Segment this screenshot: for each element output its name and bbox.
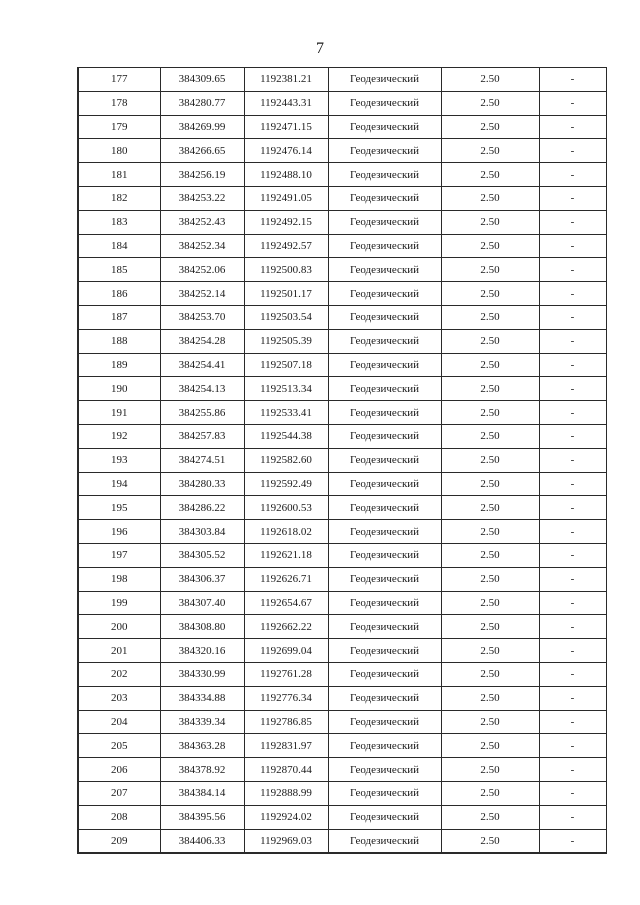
point-number-cell: 184 [78,234,160,258]
y-coordinate-cell: 1192500.83 [244,258,328,282]
x-coordinate-cell: 384255.86 [160,401,244,425]
x-coordinate-cell: 384252.43 [160,210,244,234]
x-coordinate-cell: 384252.34 [160,234,244,258]
accuracy-cell: 2.50 [441,424,539,448]
point-number-cell: 187 [78,305,160,329]
y-coordinate-cell: 1192544.38 [244,424,328,448]
x-coordinate-cell: 384266.65 [160,139,244,163]
note-cell: - [539,258,606,282]
table-row [78,305,606,329]
accuracy-cell: 2.50 [441,258,539,282]
table-row [78,68,606,92]
accuracy-cell: 2.50 [441,639,539,663]
y-coordinate-cell: 1192582.60 [244,448,328,472]
x-coordinate-cell: 384307.40 [160,591,244,615]
y-coordinate-cell: 1192492.57 [244,234,328,258]
point-number-cell: 195 [78,496,160,520]
accuracy-cell: 2.50 [441,615,539,639]
method-cell: Геодезический [328,734,441,758]
y-coordinate-cell: 1192654.67 [244,591,328,615]
table-row [78,377,606,401]
x-coordinate-cell: 384253.70 [160,305,244,329]
table-row [78,710,606,734]
point-number-cell: 185 [78,258,160,282]
table-row [78,472,606,496]
accuracy-cell: 2.50 [441,591,539,615]
method-cell: Геодезический [328,139,441,163]
table-row [78,615,606,639]
note-cell: - [539,662,606,686]
y-coordinate-cell: 1192533.41 [244,401,328,425]
accuracy-cell: 2.50 [441,353,539,377]
method-cell: Геодезический [328,424,441,448]
point-number-cell: 204 [78,710,160,734]
coordinates-table [77,67,607,854]
y-coordinate-cell: 1192888.99 [244,781,328,805]
point-number-cell: 189 [78,353,160,377]
method-cell: Геодезический [328,615,441,639]
accuracy-cell: 2.50 [441,163,539,187]
x-coordinate-cell: 384384.14 [160,781,244,805]
point-number-cell: 181 [78,163,160,187]
y-coordinate-cell: 1192761.28 [244,662,328,686]
note-cell: - [539,520,606,544]
accuracy-cell: 2.50 [441,305,539,329]
note-cell: - [539,567,606,591]
method-cell: Геодезический [328,496,441,520]
note-cell: - [539,448,606,472]
x-coordinate-cell: 384334.88 [160,686,244,710]
accuracy-cell: 2.50 [441,282,539,306]
note-cell: - [539,472,606,496]
table-row [78,115,606,139]
method-cell: Геодезический [328,591,441,615]
table-row [78,686,606,710]
x-coordinate-cell: 384363.28 [160,734,244,758]
method-cell: Геодезический [328,472,441,496]
method-cell: Геодезический [328,758,441,782]
table-row [78,567,606,591]
method-cell: Геодезический [328,68,441,92]
note-cell: - [539,710,606,734]
table-row [78,186,606,210]
point-number-cell: 183 [78,210,160,234]
method-cell: Геодезический [328,258,441,282]
x-coordinate-cell: 384309.65 [160,68,244,92]
y-coordinate-cell: 1192471.15 [244,115,328,139]
point-number-cell: 177 [78,68,160,92]
accuracy-cell: 2.50 [441,401,539,425]
y-coordinate-cell: 1192662.22 [244,615,328,639]
table-row [78,496,606,520]
point-number-cell: 207 [78,781,160,805]
x-coordinate-cell: 384257.83 [160,424,244,448]
note-cell: - [539,734,606,758]
table-row [78,163,606,187]
note-cell: - [539,234,606,258]
table-row [78,282,606,306]
point-number-cell: 203 [78,686,160,710]
note-cell: - [539,639,606,663]
accuracy-cell: 2.50 [441,472,539,496]
note-cell: - [539,615,606,639]
x-coordinate-cell: 384254.13 [160,377,244,401]
accuracy-cell: 2.50 [441,829,539,853]
point-number-cell: 199 [78,591,160,615]
x-coordinate-cell: 384320.16 [160,639,244,663]
x-coordinate-cell: 384339.34 [160,710,244,734]
point-number-cell: 208 [78,805,160,829]
table-row [78,448,606,472]
note-cell: - [539,424,606,448]
x-coordinate-cell: 384274.51 [160,448,244,472]
x-coordinate-cell: 384252.14 [160,282,244,306]
table-row [78,805,606,829]
note-cell: - [539,353,606,377]
point-number-cell: 197 [78,543,160,567]
table-row [78,353,606,377]
note-cell: - [539,163,606,187]
method-cell: Геодезический [328,710,441,734]
method-cell: Геодезический [328,282,441,306]
table-row [78,829,606,853]
x-coordinate-cell: 384280.77 [160,91,244,115]
accuracy-cell: 2.50 [441,567,539,591]
y-coordinate-cell: 1192924.02 [244,805,328,829]
method-cell: Геодезический [328,210,441,234]
x-coordinate-cell: 384303.84 [160,520,244,544]
point-number-cell: 186 [78,282,160,306]
x-coordinate-cell: 384280.33 [160,472,244,496]
point-number-cell: 200 [78,615,160,639]
y-coordinate-cell: 1192476.14 [244,139,328,163]
y-coordinate-cell: 1192513.34 [244,377,328,401]
method-cell: Геодезический [328,805,441,829]
note-cell: - [539,781,606,805]
point-number-cell: 180 [78,139,160,163]
method-cell: Геодезический [328,353,441,377]
accuracy-cell: 2.50 [441,520,539,544]
table-row [78,91,606,115]
note-cell: - [539,805,606,829]
method-cell: Геодезический [328,377,441,401]
x-coordinate-cell: 384378.92 [160,758,244,782]
table-row [78,139,606,163]
method-cell: Геодезический [328,686,441,710]
accuracy-cell: 2.50 [441,758,539,782]
table-row [78,639,606,663]
note-cell: - [539,329,606,353]
point-number-cell: 201 [78,639,160,663]
accuracy-cell: 2.50 [441,448,539,472]
table-row [78,734,606,758]
accuracy-cell: 2.50 [441,805,539,829]
note-cell: - [539,829,606,853]
method-cell: Геодезический [328,567,441,591]
point-number-cell: 205 [78,734,160,758]
table-row [78,258,606,282]
y-coordinate-cell: 1192969.03 [244,829,328,853]
x-coordinate-cell: 384306.37 [160,567,244,591]
method-cell: Геодезический [328,115,441,139]
note-cell: - [539,496,606,520]
y-coordinate-cell: 1192621.18 [244,543,328,567]
y-coordinate-cell: 1192776.34 [244,686,328,710]
method-cell: Геодезический [328,781,441,805]
note-cell: - [539,68,606,92]
y-coordinate-cell: 1192592.49 [244,472,328,496]
x-coordinate-cell: 384252.06 [160,258,244,282]
accuracy-cell: 2.50 [441,329,539,353]
point-number-cell: 190 [78,377,160,401]
table-body [78,68,606,854]
table-row [78,543,606,567]
table-row [78,234,606,258]
accuracy-cell: 2.50 [441,115,539,139]
method-cell: Геодезический [328,662,441,686]
accuracy-cell: 2.50 [441,186,539,210]
y-coordinate-cell: 1192618.02 [244,520,328,544]
point-number-cell: 196 [78,520,160,544]
method-cell: Геодезический [328,520,441,544]
x-coordinate-cell: 384308.80 [160,615,244,639]
accuracy-cell: 2.50 [441,496,539,520]
method-cell: Геодезический [328,234,441,258]
note-cell: - [539,115,606,139]
y-coordinate-cell: 1192491.05 [244,186,328,210]
x-coordinate-cell: 384330.99 [160,662,244,686]
method-cell: Геодезический [328,401,441,425]
table-row [78,758,606,782]
note-cell: - [539,543,606,567]
point-number-cell: 194 [78,472,160,496]
page-number: 7 [316,40,324,57]
x-coordinate-cell: 384305.52 [160,543,244,567]
table-row [78,662,606,686]
y-coordinate-cell: 1192503.54 [244,305,328,329]
accuracy-cell: 2.50 [441,68,539,92]
y-coordinate-cell: 1192831.97 [244,734,328,758]
method-cell: Геодезический [328,91,441,115]
note-cell: - [539,686,606,710]
accuracy-cell: 2.50 [441,781,539,805]
y-coordinate-cell: 1192492.15 [244,210,328,234]
table-row [78,520,606,544]
y-coordinate-cell: 1192600.53 [244,496,328,520]
y-coordinate-cell: 1192443.31 [244,91,328,115]
note-cell: - [539,186,606,210]
accuracy-cell: 2.50 [441,710,539,734]
accuracy-cell: 2.50 [441,686,539,710]
method-cell: Геодезический [328,305,441,329]
x-coordinate-cell: 384253.22 [160,186,244,210]
table-row [78,329,606,353]
table-row [78,591,606,615]
method-cell: Геодезический [328,829,441,853]
table-row [78,401,606,425]
table-row [78,210,606,234]
point-number-cell: 191 [78,401,160,425]
note-cell: - [539,91,606,115]
note-cell: - [539,758,606,782]
point-number-cell: 209 [78,829,160,853]
accuracy-cell: 2.50 [441,139,539,163]
method-cell: Геодезический [328,448,441,472]
accuracy-cell: 2.50 [441,543,539,567]
y-coordinate-cell: 1192699.04 [244,639,328,663]
note-cell: - [539,377,606,401]
accuracy-cell: 2.50 [441,234,539,258]
note-cell: - [539,282,606,306]
point-number-cell: 193 [78,448,160,472]
x-coordinate-cell: 384254.41 [160,353,244,377]
note-cell: - [539,591,606,615]
x-coordinate-cell: 384395.56 [160,805,244,829]
method-cell: Геодезический [328,329,441,353]
y-coordinate-cell: 1192786.85 [244,710,328,734]
point-number-cell: 178 [78,91,160,115]
note-cell: - [539,401,606,425]
point-number-cell: 202 [78,662,160,686]
method-cell: Геодезический [328,543,441,567]
note-cell: - [539,139,606,163]
point-number-cell: 188 [78,329,160,353]
x-coordinate-cell: 384254.28 [160,329,244,353]
method-cell: Геодезический [328,186,441,210]
point-number-cell: 198 [78,567,160,591]
note-cell: - [539,305,606,329]
accuracy-cell: 2.50 [441,210,539,234]
note-cell: - [539,210,606,234]
x-coordinate-cell: 384256.19 [160,163,244,187]
x-coordinate-cell: 384286.22 [160,496,244,520]
method-cell: Геодезический [328,639,441,663]
point-number-cell: 192 [78,424,160,448]
point-number-cell: 182 [78,186,160,210]
method-cell: Геодезический [328,163,441,187]
point-number-cell: 206 [78,758,160,782]
y-coordinate-cell: 1192505.39 [244,329,328,353]
table-row [78,424,606,448]
accuracy-cell: 2.50 [441,91,539,115]
accuracy-cell: 2.50 [441,734,539,758]
point-number-cell: 179 [78,115,160,139]
y-coordinate-cell: 1192381.21 [244,68,328,92]
table-row [78,781,606,805]
accuracy-cell: 2.50 [441,377,539,401]
x-coordinate-cell: 384406.33 [160,829,244,853]
y-coordinate-cell: 1192501.17 [244,282,328,306]
y-coordinate-cell: 1192488.10 [244,163,328,187]
x-coordinate-cell: 384269.99 [160,115,244,139]
y-coordinate-cell: 1192870.44 [244,758,328,782]
y-coordinate-cell: 1192626.71 [244,567,328,591]
accuracy-cell: 2.50 [441,662,539,686]
y-coordinate-cell: 1192507.18 [244,353,328,377]
